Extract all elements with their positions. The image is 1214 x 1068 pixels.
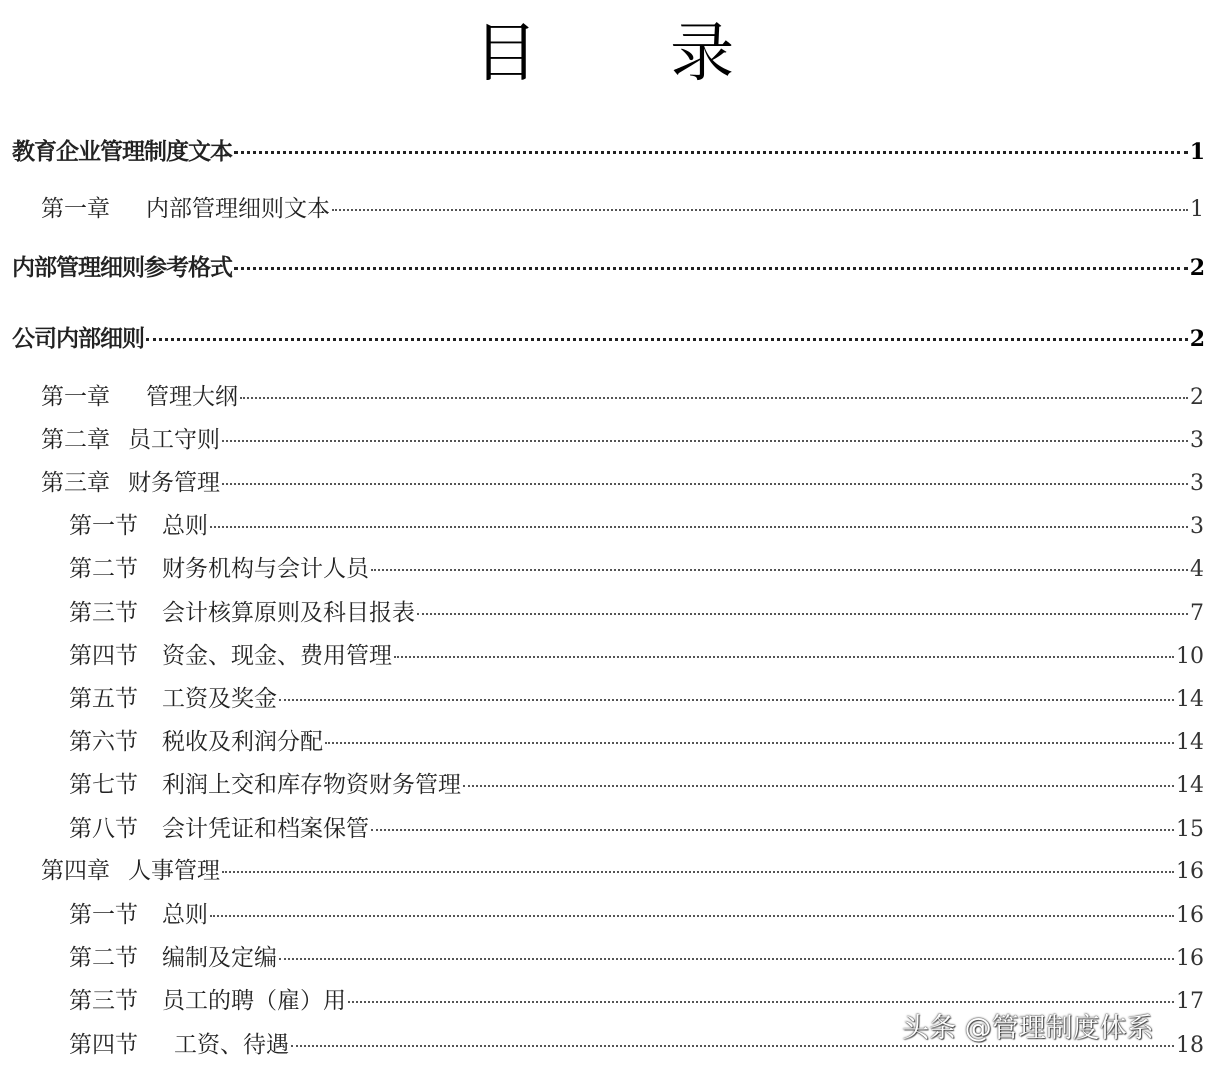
toc-entry-number: 第一章 — [41, 384, 110, 410]
toc-entry[interactable] — [0, 320, 1204, 353]
dot-leader — [279, 699, 1174, 701]
toc-entry-title: 人事管理 — [128, 858, 220, 884]
toc-entry-title: 利润上交和库存物资财务管理 — [162, 772, 461, 798]
toc-entry[interactable] — [0, 507, 1204, 540]
toc-entry-number: 第四节 — [69, 1032, 138, 1058]
toc-entry-title: 资金、现金、费用管理 — [162, 643, 392, 669]
toc-entry-title: 公司内部细则 — [12, 326, 144, 352]
toc-entry[interactable] — [0, 852, 1204, 885]
toc-entry-page-number: 4 — [1190, 557, 1204, 582]
dot-leader — [463, 785, 1174, 787]
dot-leader — [146, 338, 1188, 341]
dot-leader — [222, 440, 1188, 442]
toc-entry-title: 会计凭证和档案保管 — [162, 816, 369, 842]
toc-entry-number: 第六节 — [69, 729, 138, 755]
dot-leader — [417, 613, 1188, 615]
toc-entry-number: 第一节 — [69, 902, 138, 928]
dot-leader — [291, 1045, 1174, 1047]
toc-entry-page-number: 1 — [1190, 197, 1204, 222]
toc-entry[interactable] — [0, 939, 1204, 972]
toc-entry[interactable] — [0, 680, 1204, 713]
toc-entry-title: 工资、待遇 — [174, 1032, 289, 1058]
toc-entry[interactable] — [0, 723, 1204, 756]
dot-leader — [348, 1001, 1174, 1003]
toc-entry-title: 员工的聘（雇）用 — [162, 988, 346, 1014]
toc-entry-title: 教育企业管理制度文本 — [12, 139, 232, 165]
toc-entry-title: 内部管理细则文本 — [146, 196, 330, 222]
toc-entry-number: 第二章 — [41, 427, 110, 453]
toc-entry-title: 员工守则 — [128, 427, 220, 453]
toc-entry-number: 第一节 — [69, 513, 138, 539]
toc-entry-page-number: 16 — [1176, 859, 1204, 884]
toc-entry-page-number: 3 — [1190, 428, 1204, 453]
toc-entry-page-number: 10 — [1176, 644, 1204, 669]
toc-entry-number: 第二节 — [69, 556, 138, 582]
toc-entry-number: 第二节 — [69, 945, 138, 971]
toc-entry-title: 会计核算原则及科目报表 — [162, 600, 415, 626]
toc-entry-title: 税收及利润分配 — [162, 729, 323, 755]
toc-entry-page-number: 16 — [1176, 903, 1204, 928]
watermark: 头条 @管理制度体系 — [902, 1013, 1154, 1044]
toc-entry-page-number: 3 — [1190, 471, 1204, 496]
toc-entry[interactable] — [0, 421, 1204, 454]
dot-leader — [234, 151, 1188, 154]
toc-entry-number: 第四章 — [41, 858, 110, 884]
toc-entry-page-number: 2 — [1189, 255, 1204, 281]
toc-entry-title: 内部管理细则参考格式 — [12, 255, 232, 281]
dot-leader — [210, 526, 1188, 528]
toc-entry[interactable] — [0, 464, 1204, 497]
toc-entry-title: 工资及奖金 — [162, 686, 277, 712]
toc-entry[interactable] — [0, 594, 1204, 627]
toc-entry-page-number: 16 — [1176, 946, 1204, 971]
toc-entry[interactable] — [0, 637, 1204, 670]
dot-leader — [394, 656, 1174, 658]
dot-leader — [371, 829, 1174, 831]
toc-entry-number: 第三节 — [69, 988, 138, 1014]
toc-entry-page-number: 1 — [1189, 139, 1204, 165]
toc-entry-page-number: 17 — [1176, 989, 1204, 1014]
toc-entry[interactable] — [0, 896, 1204, 929]
toc-entry-page-number: 15 — [1176, 817, 1204, 842]
toc-entry-number: 第八节 — [69, 816, 138, 842]
toc-entry[interactable] — [0, 249, 1204, 282]
toc-entry-title: 管理大纲 — [146, 384, 238, 410]
toc-entry[interactable] — [0, 550, 1204, 583]
dot-leader — [210, 915, 1174, 917]
toc-entry-number: 第三章 — [41, 470, 110, 496]
toc-entry-number: 第七节 — [69, 772, 138, 798]
toc-entry[interactable] — [0, 378, 1204, 411]
toc-entry-page-number: 2 — [1189, 326, 1204, 352]
toc-entry-page-number: 7 — [1190, 601, 1204, 626]
toc-entry-title: 总则 — [162, 513, 208, 539]
toc-entry-page-number: 2 — [1190, 385, 1204, 410]
toc-entry-number: 第四节 — [69, 643, 138, 669]
toc-entry-title: 总则 — [162, 902, 208, 928]
dot-leader — [222, 871, 1174, 873]
toc-entry-title: 财务管理 — [128, 470, 220, 496]
toc-entry-title: 编制及定编 — [162, 945, 277, 971]
toc-entry[interactable] — [0, 810, 1204, 843]
toc-entry-title: 财务机构与会计人员 — [162, 556, 369, 582]
toc-entry-number: 第一章 — [41, 196, 110, 222]
toc-entry-page-number: 18 — [1176, 1033, 1204, 1058]
toc-entry-page-number: 3 — [1190, 514, 1204, 539]
dot-leader — [240, 397, 1188, 399]
toc-entry-page-number: 14 — [1176, 687, 1204, 712]
dot-leader — [325, 742, 1174, 744]
toc-entry[interactable] — [0, 190, 1204, 223]
dot-leader — [371, 569, 1188, 571]
toc-entry-number: 第三节 — [69, 600, 138, 626]
toc-entry[interactable] — [0, 766, 1204, 799]
page-title: 目 录 — [473, 17, 791, 91]
toc-entry-number: 第五节 — [69, 686, 138, 712]
dot-leader — [222, 483, 1188, 485]
dot-leader — [332, 209, 1188, 211]
dot-leader — [279, 958, 1174, 960]
toc-entry-page-number: 14 — [1176, 730, 1204, 755]
dot-leader — [234, 267, 1188, 270]
toc-entry-page-number: 14 — [1176, 773, 1204, 798]
toc-entry[interactable] — [0, 133, 1204, 166]
